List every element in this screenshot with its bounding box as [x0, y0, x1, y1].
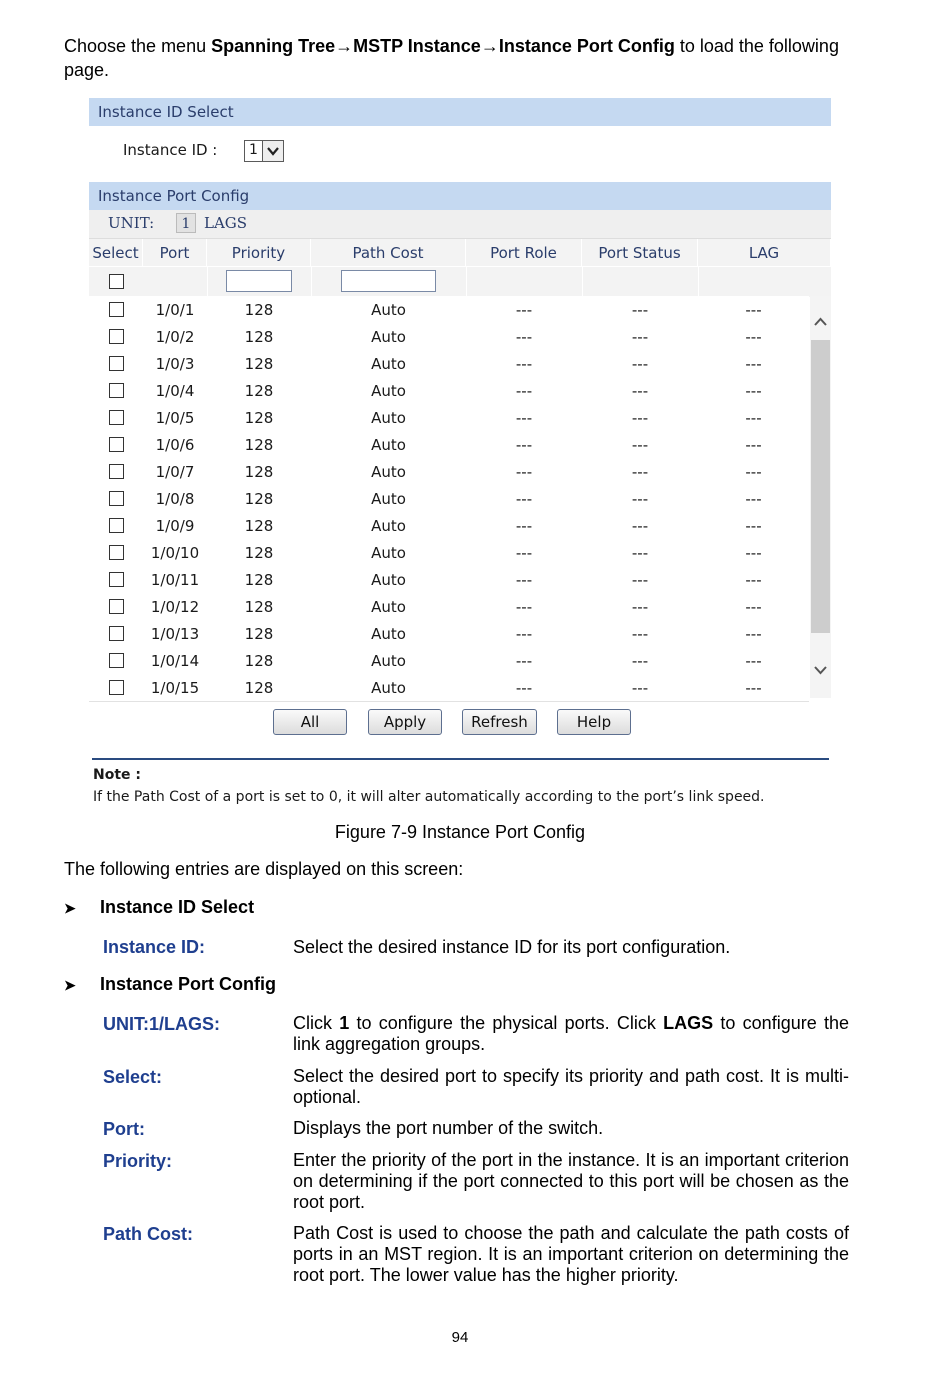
table-row [89, 296, 809, 324]
row-checkbox[interactable] [109, 356, 124, 371]
path-cost-input[interactable] [341, 270, 436, 292]
note-text: If the Path Cost of a port is set to 0, it will alter automatically according to the port’s link speed. [93, 789, 765, 805]
port-cell: 1/0/4 [155, 382, 195, 400]
port-cell: 1/0/11 [150, 571, 200, 589]
path-cost-cell: Auto [371, 409, 406, 427]
lag-cell: --- [745, 598, 762, 616]
note-label: Note : [93, 767, 141, 783]
port-role-cell: --- [515, 544, 533, 562]
port-role-cell: --- [515, 490, 533, 508]
port-status-cell: --- [631, 436, 649, 454]
row-checkbox[interactable] [109, 329, 124, 344]
priority-cell: 128 [244, 679, 274, 697]
definition-term: Select: [103, 1067, 163, 1087]
definition-text [293, 1013, 849, 1055]
lag-cell: --- [745, 544, 762, 562]
lag-cell: --- [745, 625, 762, 643]
instance-port-config-header: Instance Port Config [89, 182, 831, 210]
section-title: Instance Port Config [100, 974, 277, 994]
path-cost-cell: Auto [371, 436, 406, 454]
divider [582, 267, 583, 297]
port-cell: 1/0/9 [155, 517, 195, 535]
filter-row [89, 266, 831, 297]
lag-cell: --- [745, 463, 762, 481]
port-role-cell: --- [515, 652, 533, 670]
port-status-cell: --- [631, 625, 649, 643]
table-row [89, 431, 809, 459]
port-status-cell: --- [631, 544, 649, 562]
port-status-cell: --- [631, 382, 649, 400]
priority-cell: 128 [244, 544, 274, 562]
definition-text: Select the desired instance ID for its port configuration. [293, 937, 731, 957]
note-divider [92, 758, 829, 760]
port-status-cell: --- [631, 490, 649, 508]
port-role-cell: --- [515, 409, 533, 427]
path-cost-cell: Auto [371, 490, 406, 508]
definition-term: Priority: [103, 1151, 173, 1171]
definition-term: UNIT:1/LAGS: [103, 1014, 220, 1034]
arrow-bullet-icon: ➤ [64, 977, 76, 993]
path-cost-cell: Auto [371, 301, 406, 319]
table-row [89, 512, 809, 540]
priority-cell: 128 [244, 409, 274, 427]
lag-cell: --- [745, 652, 762, 670]
arrow-bullet-icon: ➤ [64, 900, 76, 916]
priority-cell: 128 [244, 436, 274, 454]
path-cost-cell: Auto [371, 328, 406, 346]
row-checkbox[interactable] [109, 410, 124, 425]
table-row [89, 566, 809, 594]
path-cost-cell: Auto [371, 598, 406, 616]
priority-cell: 128 [244, 355, 274, 373]
row-checkbox[interactable] [109, 572, 124, 587]
table-row [89, 674, 809, 702]
port-status-cell: --- [631, 679, 649, 697]
section-heading [64, 895, 254, 920]
unit-1-tab[interactable]: 1 [176, 213, 196, 233]
figure-caption: Figure 7-9 Instance Port Config [334, 822, 586, 842]
lag-cell: --- [745, 355, 762, 373]
row-checkbox[interactable] [109, 518, 124, 533]
priority-input[interactable] [226, 270, 292, 292]
lag-cell: --- [745, 490, 762, 508]
path-cost-cell: Auto [371, 652, 406, 670]
port-role-cell: --- [515, 517, 533, 535]
table-row [89, 593, 809, 621]
port-cell: 1/0/13 [150, 625, 200, 643]
port-status-cell: --- [631, 328, 649, 346]
unit-selector-row [89, 210, 831, 238]
port-cell: 1/0/5 [155, 409, 195, 427]
path-cost-cell: Auto [371, 544, 406, 562]
column-select: Select [89, 239, 143, 267]
row-checkbox[interactable] [109, 599, 124, 614]
scrollbar-thumb[interactable] [811, 340, 830, 633]
lag-cell: --- [745, 382, 762, 400]
path-cost-cell: Auto [371, 355, 406, 373]
definition-text: Enter the priority of the port in the instance. It is an important criterion on determining if the port connected to this port will be chosen as the root port. [293, 1150, 849, 1212]
port-role-cell: --- [515, 571, 533, 589]
row-checkbox[interactable] [109, 626, 124, 641]
lag-cell: --- [745, 571, 762, 589]
section-heading [64, 972, 276, 997]
port-role-cell: --- [515, 301, 533, 319]
path-cost-cell: Auto [371, 571, 406, 589]
table-row [89, 539, 809, 567]
definition-text: Path Cost is used to choose the path and calculate the path costs of ports in an MST region. It is an important criterion on determining the root port. The lower value has the higher priority. [293, 1223, 849, 1285]
port-cell: 1/0/10 [150, 544, 200, 562]
port-status-cell: --- [631, 355, 649, 373]
table-row [89, 485, 809, 513]
table-row [89, 323, 809, 351]
port-status-cell: --- [631, 463, 649, 481]
divider [311, 267, 312, 297]
port-cell: 1/0/7 [155, 463, 195, 481]
port-role-cell: --- [515, 382, 533, 400]
row-checkbox[interactable] [109, 437, 124, 452]
intro-suffix: to load the following page. [64, 36, 839, 80]
unit-label: UNIT: [108, 214, 155, 232]
definition-term: Path Cost: [103, 1224, 193, 1244]
intro-paragraph [64, 34, 874, 82]
priority-cell: 128 [244, 625, 274, 643]
port-status-cell: --- [631, 598, 649, 616]
port-cell: 1/0/8 [155, 490, 195, 508]
select-all-checkbox[interactable] [109, 274, 124, 289]
path-cost-cell: Auto [371, 463, 406, 481]
table-row [89, 620, 809, 648]
section-title: Instance ID Select [100, 897, 255, 917]
priority-cell: 128 [244, 490, 274, 508]
definition-text: Displays the port number of the switch. [293, 1118, 604, 1138]
instance-id-label: Instance ID : [123, 141, 218, 159]
chevron-down-icon[interactable] [813, 662, 828, 677]
definition-bold-part: LAGS [663, 1013, 714, 1033]
lag-cell: --- [745, 409, 762, 427]
lag-cell: --- [745, 517, 762, 535]
priority-cell: 128 [244, 571, 274, 589]
priority-cell: 128 [244, 328, 274, 346]
port-cell: 1/0/12 [150, 598, 200, 616]
priority-cell: 128 [244, 301, 274, 319]
lag-cell: --- [745, 328, 762, 346]
menu-path: Spanning Tree→MSTP Instance→Instance Port Config [211, 36, 675, 56]
divider [698, 267, 699, 297]
port-cell: 1/0/15 [150, 679, 200, 697]
port-role-cell: --- [515, 625, 533, 643]
refresh-button[interactable]: Refresh [462, 709, 537, 735]
definition-text-part: to configure the link aggregation groups. [293, 1013, 849, 1054]
row-checkbox[interactable] [109, 680, 124, 695]
port-cell: 1/0/3 [155, 355, 195, 373]
path-cost-cell: Auto [371, 679, 406, 697]
divider [466, 267, 467, 297]
column-port: Port [143, 239, 207, 267]
priority-cell: 128 [244, 463, 274, 481]
row-checkbox[interactable] [109, 383, 124, 398]
lags-tab[interactable]: LAGS [204, 214, 248, 232]
table-scrollbar[interactable] [810, 296, 831, 698]
table-row [89, 458, 809, 486]
port-status-cell: --- [631, 409, 649, 427]
path-cost-cell: Auto [371, 382, 406, 400]
intro-prefix: Choose the menu [64, 36, 212, 56]
row-checkbox[interactable] [109, 302, 124, 317]
port-status-cell: --- [631, 301, 649, 319]
row-checkbox[interactable] [109, 464, 124, 479]
column-port-status: Port Status [582, 239, 698, 267]
priority-cell: 128 [244, 652, 274, 670]
port-status-cell: --- [631, 652, 649, 670]
port-status-cell: --- [631, 517, 649, 535]
table-row [89, 404, 809, 432]
row-checkbox[interactable] [109, 491, 124, 506]
chevron-up-icon[interactable] [813, 315, 828, 330]
entries-intro: The following entries are displayed on this screen: [64, 859, 464, 879]
port-role-cell: --- [515, 328, 533, 346]
chevron-down-icon [262, 141, 283, 161]
port-cell: 1/0/6 [155, 436, 195, 454]
port-role-cell: --- [515, 436, 533, 454]
instance-id-select-header: Instance ID Select [89, 98, 831, 126]
column-path-cost: Path Cost [311, 239, 466, 267]
lag-cell: --- [745, 436, 762, 454]
definition-text: Select the desired port to specify its priority and path cost. It is multi-optional. [293, 1066, 849, 1107]
apply-button[interactable]: Apply [368, 709, 442, 735]
priority-cell: 128 [244, 382, 274, 400]
column-priority: Priority [207, 239, 311, 267]
all-button[interactable]: All [273, 709, 347, 735]
definition-term: Port: [103, 1119, 145, 1139]
row-checkbox[interactable] [109, 545, 124, 560]
port-role-cell: --- [515, 463, 533, 481]
path-cost-cell: Auto [371, 517, 406, 535]
table-row [89, 647, 809, 675]
definition-term: Instance ID: [103, 937, 206, 957]
table-row [89, 377, 809, 405]
priority-cell: 128 [244, 517, 274, 535]
port-role-cell: --- [515, 679, 533, 697]
priority-cell: 128 [244, 598, 274, 616]
instance-id-select[interactable] [244, 140, 284, 162]
definition-text-part: to configure the physical ports. Click [349, 1013, 664, 1033]
port-cell: 1/0/1 [155, 301, 195, 319]
lag-cell: --- [745, 301, 762, 319]
table-row [89, 350, 809, 378]
divider [207, 267, 208, 297]
path-cost-cell: Auto [371, 625, 406, 643]
column-port-role: Port Role [466, 239, 582, 267]
port-cell: 1/0/2 [155, 328, 195, 346]
instance-id-value: 1 [249, 142, 258, 158]
lag-cell: --- [745, 679, 762, 697]
page-number: 94 [451, 1329, 469, 1346]
port-cell: 1/0/14 [150, 652, 200, 670]
table-header [89, 238, 831, 267]
port-role-cell: --- [515, 598, 533, 616]
help-button[interactable]: Help [557, 709, 631, 735]
column-lag: LAG [698, 239, 831, 267]
port-role-cell: --- [515, 355, 533, 373]
definition-text-part: Click [293, 1013, 340, 1033]
definition-bold-part: 1 [339, 1013, 350, 1033]
port-status-cell: --- [631, 571, 649, 589]
row-checkbox[interactable] [109, 653, 124, 668]
